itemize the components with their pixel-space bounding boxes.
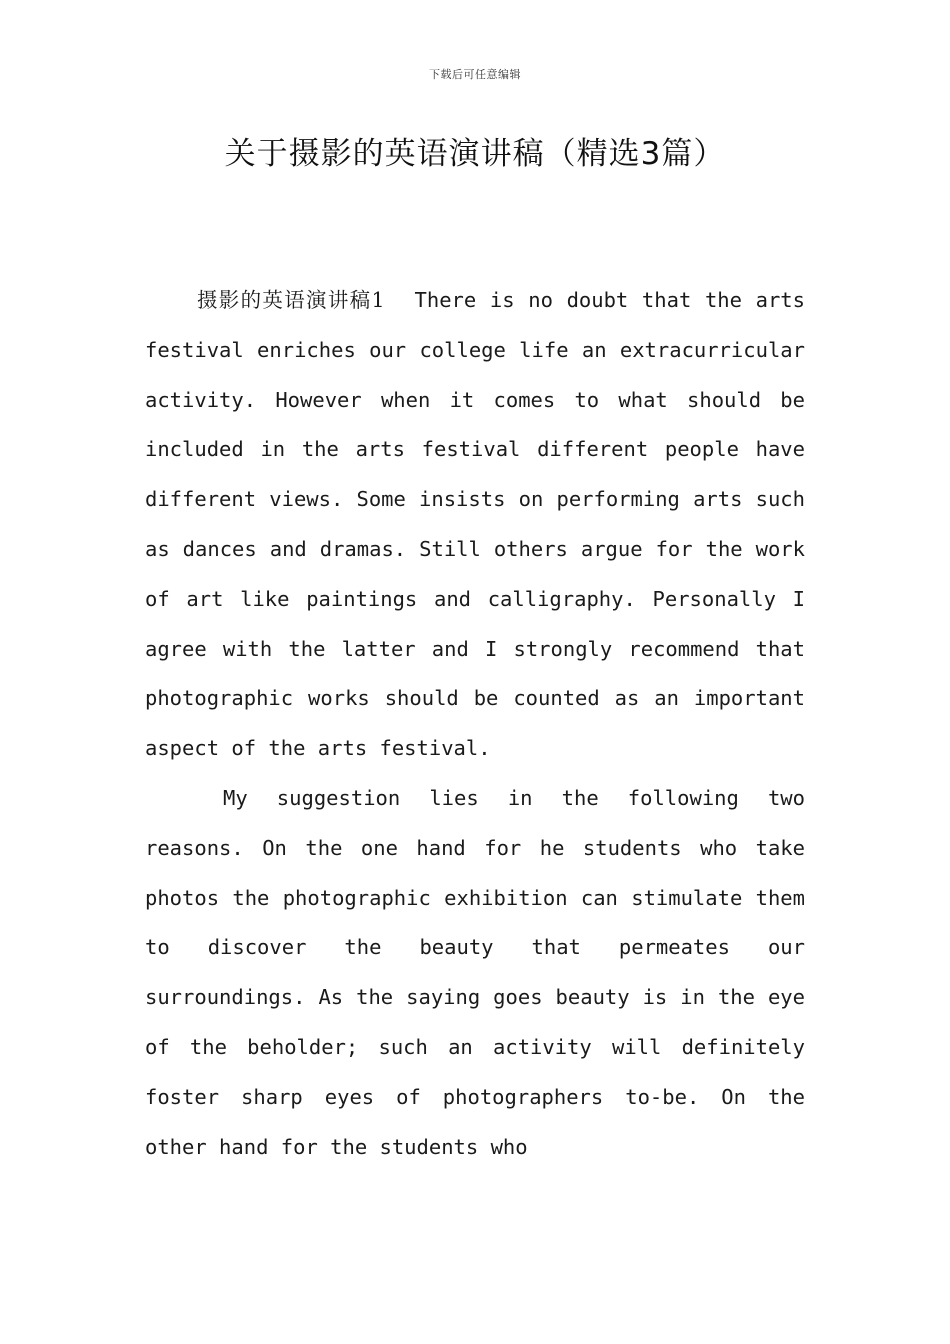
document-title: 关于摄影的英语演讲稿（精选3篇） — [224, 136, 726, 172]
paragraph-1-text: There is no doubt that the arts festival enriches our college life an extracurricular activity. However when it comes to what should be included in the arts festival different people have different views. Some insists on performing arts such as dances and dramas. Still others argue for the work of art like paintings and calligraphy. Personally I agree with the latter and I strongly recommend that photographic works should be counted as an important aspect of the arts festival. — [145, 288, 805, 761]
paragraph-1 — [145, 276, 805, 774]
paragraph-2: My suggestion lies in the following two reasons. On the one hand for he students who take photos the photographic exhibition can stimulate them to discover the beauty that permeates our surroundings. As the saying goes beauty is in the eye of the beholder; such an activity will definitely foster sharp eyes of photographers to-be. On the other hand for the students who — [145, 785, 805, 1159]
document-body — [145, 276, 805, 1172]
header-note: 下载后可任意编辑 — [429, 68, 521, 81]
paragraph-1-lead: 摄影的英语演讲稿1 — [197, 288, 385, 312]
